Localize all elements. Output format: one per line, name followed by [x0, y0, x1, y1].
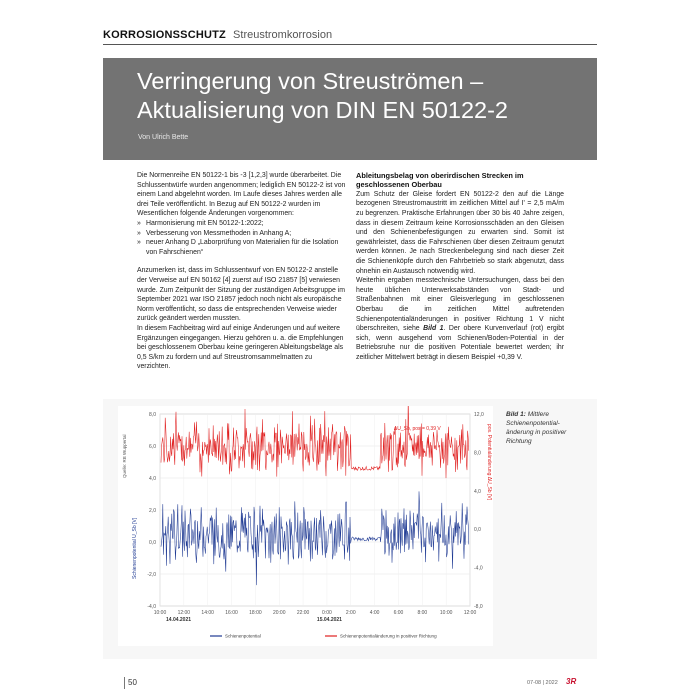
title-line-1: Verringerung von Streuströmen – — [137, 68, 484, 94]
date-label: 14.04.2021 — [166, 617, 192, 623]
paragraph: In diesem Fachbeitrag wird auf einige Änderungen und auf weitere Ergänzungen eingegangen. Hierzu gehören u. a. die Empfehlungen bei geschlossenem Oberbau keine geringeren Ableitungsbeläge als 0,5 S/km zu fordern und auf Streustromsammelmatten zu verzichten. — [137, 324, 344, 371]
right-tick-label: -8,0 — [474, 604, 483, 610]
caption-label: Bild 1: — [506, 411, 526, 418]
series-line — [161, 406, 469, 478]
positive-change-series — [161, 406, 469, 478]
article-title — [137, 67, 577, 125]
x-tick-label: 12:00 — [463, 610, 477, 616]
list-item: » neuer Anhang D „Laborprüfung von Materialien für die Isolation von Fahrschienen“ — [137, 238, 346, 257]
left-tick-label: 4,0 — [149, 476, 156, 482]
byline: Von Ulrich Bette — [138, 134, 189, 141]
page-number: 50 — [128, 678, 137, 687]
figure-caption — [506, 410, 586, 446]
x-tick-label: 0:00 — [322, 610, 332, 616]
intro-paragraph: Die Normenreihe EN 50122-1 bis -3 [1,2,3] wurde überarbeitet. Die Schlussentwürfe wurden angenommen; lediglich EN 50122-2 ist von einem Land abgelehnt worden. Im Laufe dieses Jahres werden alle drei Teile veröffentlicht. In Bezug auf EN 50122-2 wurden im Wesentlichen folgende Änderungen vorgenommen: — [137, 172, 346, 218]
right-tick-label: 4,0 — [474, 488, 481, 495]
left-tick-label: 2,0 — [149, 508, 156, 514]
header-divider — [103, 44, 597, 45]
section-subtitle: Streustromkorrosion — [233, 29, 333, 41]
right-tick-label: 8,0 — [474, 450, 481, 457]
x-tick-label: 18:00 — [249, 610, 262, 616]
x-tick-label: 6:00 — [393, 610, 404, 616]
right-tick-label: 12,0 — [474, 412, 484, 418]
right-column — [356, 171, 564, 363]
issue-label: 07-08 | 2022 — [527, 680, 558, 686]
subheading: Ableitungsbelag von oberirdischen Strecken im geschlossenen Oberbau — [356, 171, 524, 190]
section-header — [103, 28, 597, 48]
left-tick-label: 6,0 — [149, 444, 156, 450]
x-tick-label: 10:00 — [153, 610, 167, 616]
legend-label: Schienenpotentialänderung in positiver Richtung — [340, 633, 437, 639]
left-tick-label: 0,0 — [149, 540, 156, 546]
rail-potential-series — [161, 491, 469, 585]
paragraph: Anzumerken ist, dass im Schlussentwurf von EN 50122-2 anstelle der Verweise auf EN 50162 [4] zuerst auf ISO 21857 [5] verwiesen wurde. Zum Zeitpunkt der Sitzung der zuständigen Arbeitsgruppe im September 2021 war ISO 21857 jedoch noch nicht als europäische Norm veröffentlicht, so dass die entsprechenden Verweise wieder zurück geändert werden mussten. — [137, 267, 345, 323]
left-tick-label: -4,0 — [147, 604, 156, 610]
x-tick-label: 8:00 — [417, 610, 428, 616]
right-tick-label: 0,0 — [474, 527, 481, 534]
date-label: 15.04.2021 — [316, 617, 342, 623]
list-item: » Verbesserung von Messmethoden in Anhang A; — [137, 229, 346, 239]
footer-divider — [124, 677, 125, 689]
source-label: Quelle: RB Wuppertal — [122, 434, 127, 478]
left-column — [137, 171, 346, 372]
x-tick-label: 22:00 — [296, 610, 310, 616]
mean-annotation: ΔU_Sb, pos = 0,39 V — [393, 426, 441, 432]
paragraph: Zum Schutz der Gleise fordert EN 50122-2 den auf die Länge bezogenen Streustromaustritt im zeitlichen Mittel auf I' = 2,5 mA/m zu begrenzen. Praktische Erfahrungen über 30 bis 40 Jahre zeigen, dass in diesem Zeitraum keine Korrosionsschäden an den Gleisen und den Schienenbefestigungen zu erwarten sind. Somit ist gewährleistet, dass die Fahrschienen über diesen Zeitraum genutzt werden können. Je nach Streckenbelegung sind nach dieser Zeit die Schienenköpfe durch den Fahrbetrieb so stark abgenutzt, dass ohnehin ein Austausch notwendig wird. — [356, 190, 564, 275]
x-tick-label: 12:00 — [177, 610, 191, 616]
x-tick-label: 16:00 — [225, 610, 238, 616]
paragraph-text: . Der obere Kurvenverlauf (rot) ergibt sich, wenn ausgehend vom Schienen/Boden-Potential in der Betriebsruhe nur die positiven Potentiale bewertet werden; ihr zeitlicher Mittelwert beträgt in diesem Beispiel +0,39 V. — [356, 325, 564, 361]
section-title: KORROSIONSSCHUTZ — [103, 29, 226, 41]
potential-chart — [118, 406, 493, 646]
title-line-2: Aktualisierung von DIN EN 50122-2 — [137, 97, 508, 123]
left-tick-label: 8,0 — [149, 412, 156, 418]
x-tick-label: 4:00 — [369, 610, 380, 616]
change-list — [137, 219, 346, 257]
brand-logo: 3R — [566, 677, 577, 686]
x-tick-label: 14:00 — [201, 610, 214, 616]
paragraph — [356, 276, 564, 362]
x-tick-label: 2:00 — [345, 610, 356, 616]
caption-text: Mittlere Schienenpotential-änderung in positiver Richtung — [506, 411, 567, 445]
paragraph-text: Weiterhin ergaben messtechnische Untersuchungen, dass bei den heute üblichen Unterwerksabständen von Stadt- und Straßenbahnen mit einer Gleisverlegung im geschlossenen Oberbau die im zeitlichen Mittel auftretenden Schienenpotentialänderungen in positiver Richtung 1 V nicht überschreiten, siehe — [356, 277, 564, 333]
x-tick-label: 10:00 — [439, 610, 453, 616]
right-tick-label: -4,0 — [474, 565, 483, 572]
series-line — [161, 491, 469, 585]
left-tick-label: -2,0 — [147, 572, 156, 578]
right-axis-title: pos. Potentialänderung ΔU_Sb [V] — [486, 423, 492, 501]
legend-label: Schienenpotential — [225, 633, 261, 639]
figure-reference: Bild 1 — [423, 325, 444, 333]
list-item: » Harmonisierung mit EN 50122-1:2022; — [137, 219, 346, 229]
left-axis-title: Schienenpotential U_Sb [V] — [132, 517, 138, 579]
x-tick-label: 20:00 — [272, 610, 286, 616]
